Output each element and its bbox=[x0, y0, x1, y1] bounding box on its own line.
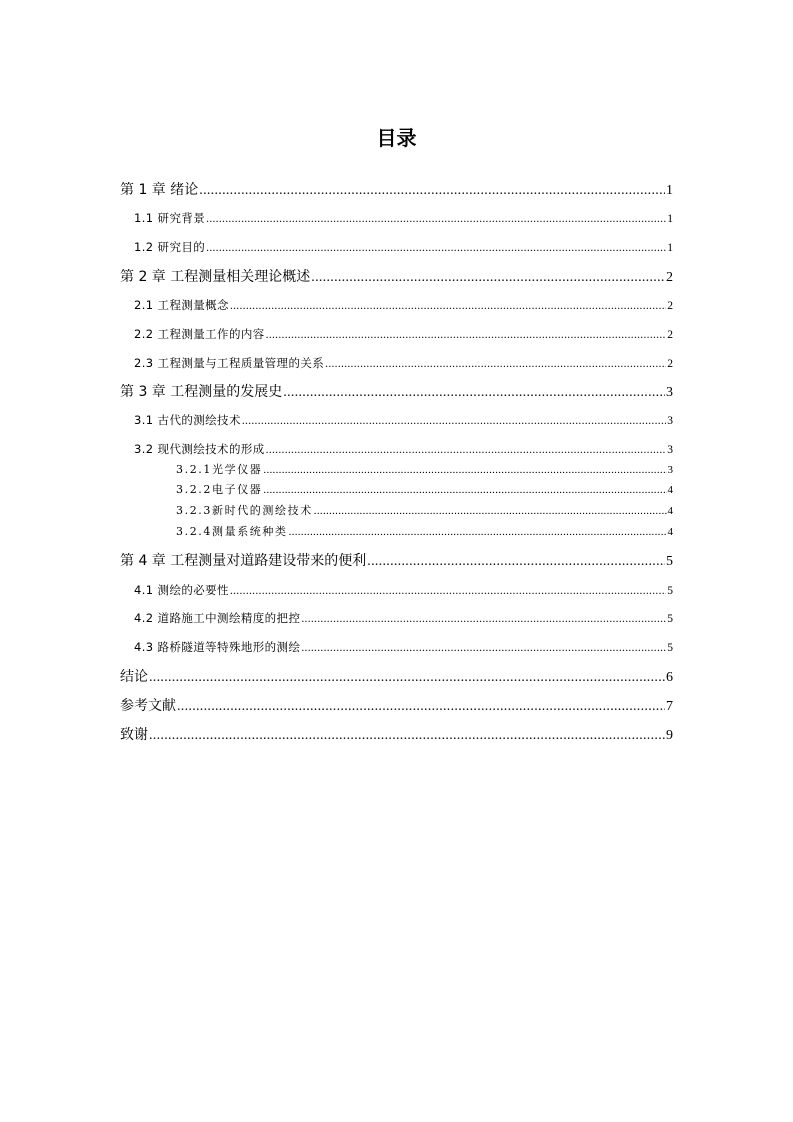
toc-entry-label: 1.2 研究目的 bbox=[134, 240, 206, 254]
toc-page-number: 3 bbox=[666, 385, 673, 400]
toc-leader bbox=[206, 240, 666, 256]
toc-leader bbox=[311, 269, 665, 287]
toc-leader bbox=[230, 583, 666, 599]
toc-entry-label: 4.1 测绘的必要性 bbox=[134, 583, 229, 597]
toc-entry-label: 3.2.3新时代的测绘技术 bbox=[176, 504, 313, 517]
toc-section-4-3[interactable] bbox=[134, 639, 673, 656]
toc-references[interactable] bbox=[120, 697, 673, 716]
toc-acknowledgements[interactable] bbox=[120, 726, 673, 745]
toc-page-number: 3 bbox=[667, 444, 673, 456]
toc-page-number: 1 bbox=[667, 242, 673, 254]
toc-subsection-3-2-1[interactable] bbox=[176, 462, 673, 478]
toc-page-number: 3 bbox=[667, 415, 673, 427]
toc-section-4-1[interactable] bbox=[134, 582, 673, 599]
toc-entry-label: 参考文献 bbox=[120, 698, 176, 714]
toc-page-number: 4 bbox=[667, 484, 673, 496]
toc-page-number: 5 bbox=[667, 642, 673, 654]
toc-page-number: 2 bbox=[666, 270, 673, 285]
toc-entry-label: 3.2.1光学仪器 bbox=[176, 463, 263, 476]
toc-leader bbox=[283, 384, 665, 402]
toc-page-number: 4 bbox=[667, 505, 673, 517]
toc-leader bbox=[301, 640, 666, 656]
toc-entry-label: 3.1 古代的测绘技术 bbox=[134, 413, 241, 427]
toc-leader bbox=[266, 327, 667, 343]
toc-leader bbox=[149, 727, 665, 745]
toc-chapter-1[interactable] bbox=[120, 181, 673, 200]
toc-section-2-1[interactable] bbox=[134, 297, 673, 314]
toc-leader bbox=[263, 483, 666, 498]
toc-page-number: 1 bbox=[667, 213, 673, 225]
toc-entry-label: 第 3 章 工程测量的发展史 bbox=[120, 384, 283, 400]
toc-leader bbox=[325, 356, 666, 372]
toc-leader bbox=[263, 463, 666, 478]
toc-entry-label: 3.2.4测量系统种类 bbox=[176, 525, 288, 538]
toc-leader bbox=[301, 611, 666, 627]
toc-entry-label: 3.2.2电子仪器 bbox=[176, 483, 263, 496]
toc-page-number: 5 bbox=[667, 613, 673, 625]
toc-leader bbox=[206, 211, 666, 227]
toc-leader bbox=[199, 182, 665, 200]
toc-entry-label: 4.2 道路施工中测绘精度的把控 bbox=[134, 611, 301, 625]
toc-entry-label: 第 4 章 工程测量对道路建设带来的便利 bbox=[120, 553, 367, 569]
toc-chapter-2[interactable] bbox=[120, 268, 673, 287]
toc-leader bbox=[314, 504, 667, 519]
toc-chapter-4[interactable] bbox=[120, 552, 673, 571]
toc-section-1-1[interactable] bbox=[134, 210, 673, 227]
toc-section-4-2[interactable] bbox=[134, 610, 673, 627]
toc-page-number: 5 bbox=[666, 554, 673, 569]
toc-section-3-2[interactable] bbox=[134, 441, 673, 458]
toc-page-number: 3 bbox=[667, 464, 673, 476]
toc-subsection-3-2-3[interactable] bbox=[176, 503, 673, 519]
toc-entry-label: 第 1 章 绪论 bbox=[120, 182, 199, 198]
toc-section-3-1[interactable] bbox=[134, 412, 673, 429]
toc-page-number: 1 bbox=[666, 183, 673, 198]
toc-leader bbox=[289, 525, 667, 540]
toc-leader bbox=[242, 413, 666, 429]
toc-entry-label: 结论 bbox=[120, 669, 148, 685]
page-title: 目录 bbox=[376, 126, 417, 150]
toc-page-number: 4 bbox=[667, 526, 673, 538]
toc-page-number: 9 bbox=[666, 728, 673, 743]
toc-subsection-3-2-4[interactable] bbox=[176, 524, 673, 540]
toc-page-number: 5 bbox=[667, 585, 673, 597]
toc-chapter-3[interactable] bbox=[120, 383, 673, 402]
toc-leader bbox=[367, 553, 665, 571]
toc-entry-label: 2.2 工程测量工作的内容 bbox=[134, 327, 265, 341]
toc-section-2-2[interactable] bbox=[134, 326, 673, 343]
toc-conclusion[interactable] bbox=[120, 668, 673, 687]
toc-leader bbox=[266, 442, 667, 458]
toc-page-number: 2 bbox=[667, 300, 673, 312]
toc-section-1-2[interactable] bbox=[134, 239, 673, 256]
toc-entry-label: 2.1 工程测量概念 bbox=[134, 298, 229, 312]
toc-entry-label: 1.1 研究背景 bbox=[134, 211, 206, 225]
toc-leader bbox=[177, 698, 665, 716]
toc-page-number: 2 bbox=[667, 358, 673, 370]
toc-section-2-3[interactable] bbox=[134, 355, 673, 372]
toc-entry-label: 4.3 路桥隧道等特殊地形的测绘 bbox=[134, 640, 301, 654]
toc-page-number: 7 bbox=[666, 699, 673, 714]
toc-page-number: 2 bbox=[667, 329, 673, 341]
toc-entry-label: 致谢 bbox=[120, 727, 148, 743]
toc-leader bbox=[149, 669, 665, 687]
toc-subsection-3-2-2[interactable] bbox=[176, 482, 673, 498]
toc-entry-label: 2.3 工程测量与工程质量管理的关系 bbox=[134, 356, 325, 370]
toc-entry-label: 3.2 现代测绘技术的形成 bbox=[134, 442, 265, 456]
toc-entry-label: 第 2 章 工程测量相关理论概述 bbox=[120, 269, 311, 285]
toc-leader bbox=[230, 298, 666, 314]
toc-page-number: 6 bbox=[666, 670, 673, 685]
